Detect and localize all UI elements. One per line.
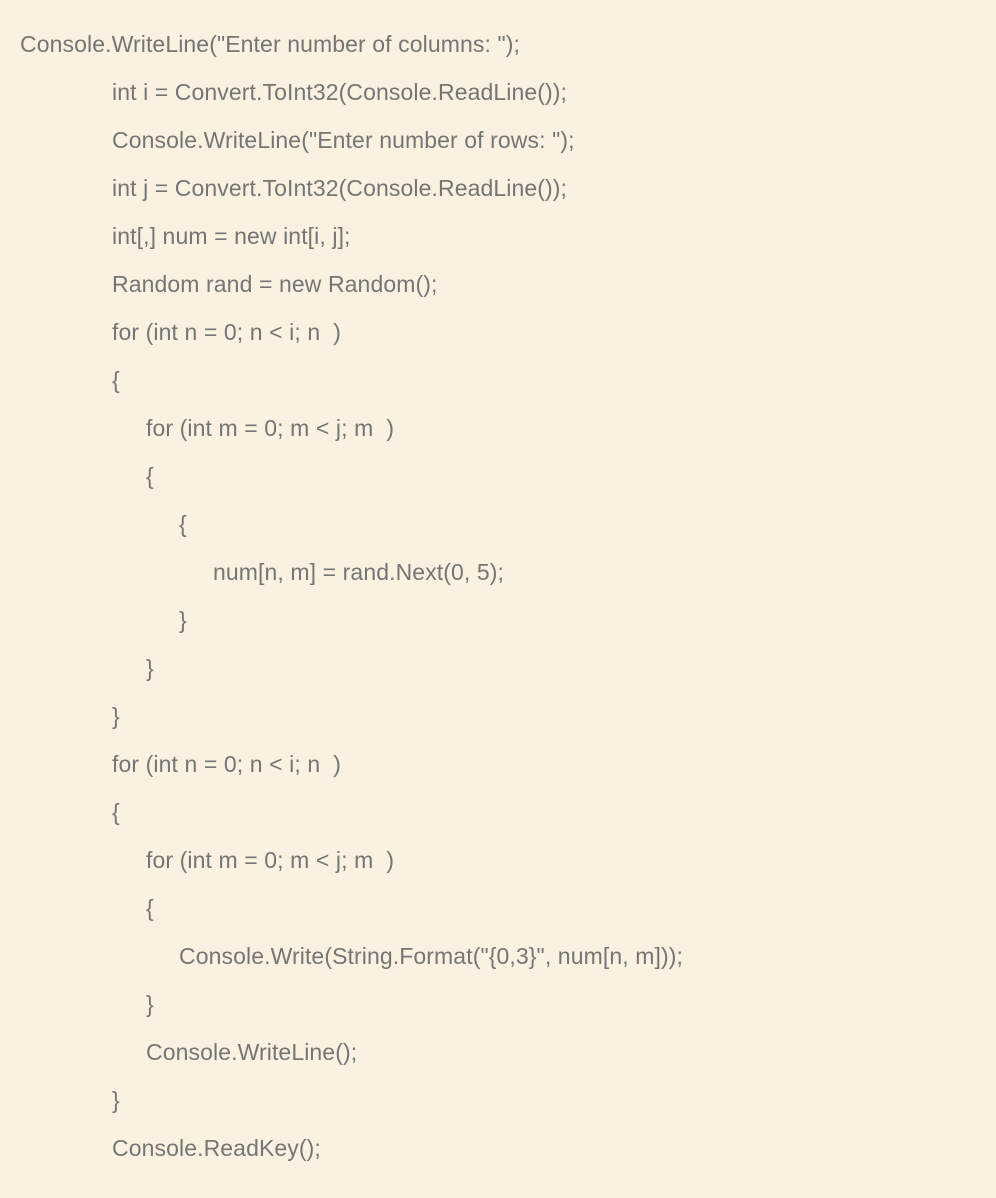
code-line: for (int n = 0; n < i; n ) bbox=[112, 751, 341, 777]
code-line: } bbox=[179, 607, 187, 633]
code-line: Random rand = new Random(); bbox=[112, 271, 438, 297]
code-line: for (int m = 0; m < j; m ) bbox=[146, 847, 395, 873]
code-line: { bbox=[146, 895, 154, 921]
code-line: } bbox=[146, 655, 154, 681]
code-line: } bbox=[146, 991, 154, 1017]
code-line: Console.WriteLine("Enter number of rows: "); bbox=[112, 127, 575, 153]
code-line: num[n, m] = rand.Next(0, 5); bbox=[213, 559, 505, 585]
code-line: Console.WriteLine("Enter number of columns: "); bbox=[20, 31, 520, 57]
code-line: Console.Write(String.Format("{0,3}", num[n, m])); bbox=[179, 943, 683, 969]
code-line: { bbox=[112, 799, 120, 825]
code-line: { bbox=[179, 511, 187, 537]
code-line: { bbox=[112, 367, 120, 393]
code-line: int[,] num = new int[i, j]; bbox=[112, 223, 351, 249]
code-line: int j = Convert.ToInt32(Console.ReadLine()); bbox=[112, 175, 568, 201]
code-line: } bbox=[112, 1087, 120, 1113]
code-line: for (int m = 0; m < j; m ) bbox=[146, 415, 395, 441]
code-line: Console.ReadKey(); bbox=[112, 1135, 321, 1161]
code-line: for (int n = 0; n < i; n ) bbox=[112, 319, 341, 345]
code-line: { bbox=[146, 463, 154, 489]
code-line: int i = Convert.ToInt32(Console.ReadLine()); bbox=[112, 79, 568, 105]
code-line: Console.WriteLine(); bbox=[146, 1039, 358, 1065]
code-line: } bbox=[112, 703, 120, 729]
